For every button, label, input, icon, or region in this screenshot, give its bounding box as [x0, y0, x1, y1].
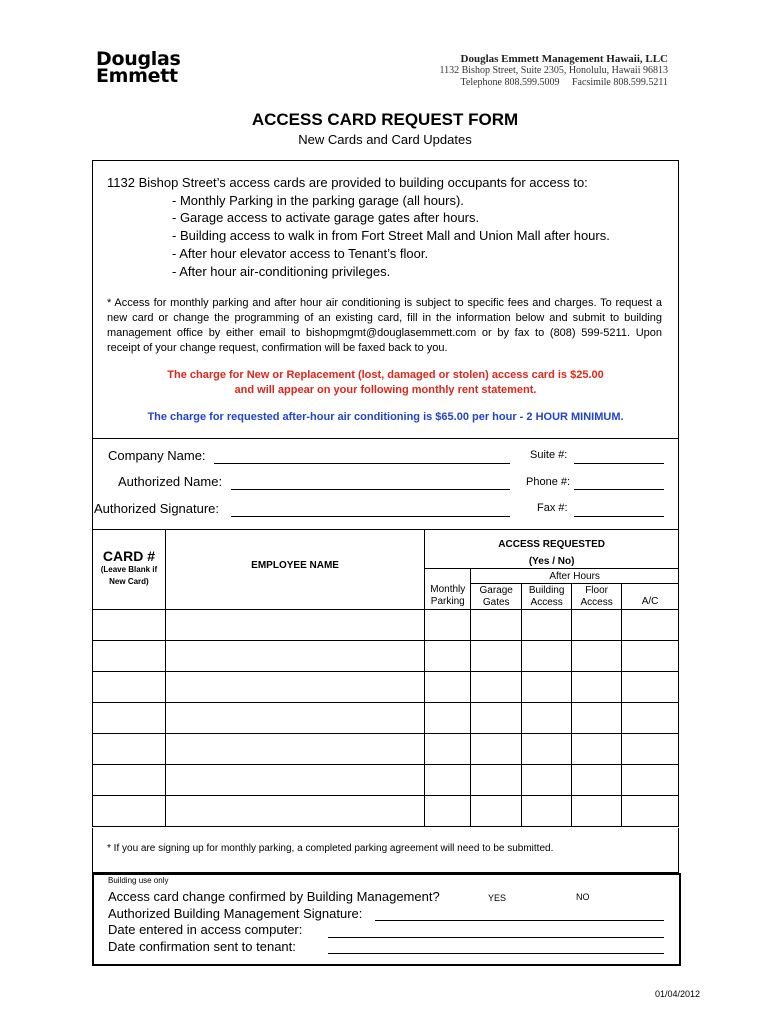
company-name-label: Company Name: — [108, 448, 206, 463]
date-entered-label: Date entered in access computer: — [108, 922, 303, 937]
employee-cell[interactable] — [165, 641, 424, 672]
phone-label: Phone #: — [526, 476, 571, 488]
ac-charge-note: The charge for requested after-hour air conditioning is $65.00 per hour - 2 HOUR MINIMUM. — [147, 411, 624, 423]
parking-cell[interactable] — [425, 734, 471, 765]
table-row[interactable] — [93, 672, 679, 703]
company-fax: Facsimile 808.599.5211 — [571, 77, 668, 88]
floor-cell[interactable] — [572, 703, 622, 734]
garage-cell[interactable] — [471, 672, 522, 703]
col-building-access — [522, 584, 572, 610]
intro-note: * Access for monthly parking and after hour air conditioning is subject to specific fees and charges. To request a new card or change the programming of an existing card, fill in the information below and submit to building management office by either email to bishopmgmt@douglasemmett.com or by fax to (808) 599-5211. Upon receipt of your change request, confirmation will be faxed back to you. — [107, 297, 662, 354]
parking-cell[interactable] — [425, 672, 471, 703]
form-title: ACCESS CARD REQUEST FORM — [251, 110, 519, 129]
table-row[interactable] — [93, 734, 679, 765]
garage-cell[interactable] — [471, 641, 522, 672]
garage-cell[interactable] — [471, 796, 522, 827]
col-label-1: Building — [528, 584, 565, 596]
floor-cell[interactable] — [572, 734, 622, 765]
ac-cell[interactable] — [622, 672, 679, 703]
floor-cell[interactable] — [572, 765, 622, 796]
no-option[interactable]: NO — [576, 892, 590, 902]
date-entered-line[interactable] — [328, 937, 664, 938]
building-cell[interactable] — [522, 765, 572, 796]
table-row[interactable] — [93, 796, 679, 827]
card-charge-note — [92, 368, 679, 398]
table-row[interactable] — [93, 641, 679, 672]
card-cell[interactable] — [93, 703, 166, 734]
card-cell[interactable] — [93, 672, 166, 703]
logo-line-2: Emmett — [96, 65, 178, 87]
card-cell[interactable] — [93, 734, 166, 765]
employee-cell[interactable] — [165, 734, 424, 765]
building-cell[interactable] — [522, 703, 572, 734]
garage-cell[interactable] — [471, 703, 522, 734]
floor-cell[interactable] — [572, 796, 622, 827]
company-name-line[interactable] — [214, 463, 510, 464]
employee-cell[interactable] — [165, 610, 424, 641]
col-label-1: Monthly — [430, 584, 466, 596]
company-phone: Telephone 808.599.5009 — [460, 77, 560, 88]
garage-cell[interactable] — [471, 734, 522, 765]
card-charge-line-1: The charge for New or Replacement (lost, damaged or stolen) access card is $25.00 — [167, 369, 604, 381]
ac-cell[interactable] — [622, 703, 679, 734]
card-cell[interactable] — [93, 610, 166, 641]
building-cell[interactable] — [522, 796, 572, 827]
yes-option[interactable]: YES — [488, 893, 507, 903]
card-header-sub-1: (Leave Blank if — [100, 565, 158, 574]
company-header — [439, 53, 668, 89]
intro-item: - After hour elevator access to Tenant’s floor. — [172, 245, 429, 261]
fax-line[interactable] — [574, 516, 664, 517]
parking-note: * If you are signing up for monthly parking, a completed parking agreement will need to be submitted. — [107, 843, 554, 854]
floor-cell[interactable] — [572, 610, 622, 641]
parking-cell[interactable] — [425, 765, 471, 796]
intro-item: - After hour air-conditioning privileges. — [172, 263, 391, 279]
parking-cell[interactable] — [425, 641, 471, 672]
confirmed-label: Access card change confirmed by Building Management? — [108, 889, 440, 904]
ac-cell[interactable] — [622, 610, 679, 641]
phone-line[interactable] — [574, 489, 664, 490]
authorized-signature-line[interactable] — [231, 516, 510, 517]
garage-cell[interactable] — [471, 610, 522, 641]
fax-label: Fax #: — [537, 502, 568, 514]
suite-line[interactable] — [574, 463, 664, 464]
card-header-sub-2: New Card) — [109, 577, 149, 586]
card-cell[interactable] — [93, 641, 166, 672]
table-row[interactable] — [93, 610, 679, 641]
company-name: Douglas Emmett Management Hawaii, LLC — [460, 53, 668, 65]
form-subtitle: New Cards and Card Updates — [298, 132, 472, 147]
mgmt-signature-label: Authorized Building Management Signature: — [108, 906, 363, 921]
card-charge-line-2: and will appear on your following monthly rent statement. — [234, 384, 537, 396]
yes-no-label: (Yes / No) — [425, 555, 679, 569]
company-address: 1132 Bishop Street, Suite 2305, Honolulu, Hawaii 96813 — [439, 65, 668, 76]
col-monthly-parking — [425, 584, 471, 610]
intro-item: - Building access to walk in from Fort Street Mall and Union Mall after hours. — [172, 228, 610, 244]
building-cell[interactable] — [522, 672, 572, 703]
col-label-1: Garage — [479, 584, 513, 596]
authorized-signature-label: Authorized Signature: — [94, 501, 220, 516]
authorized-name-label: Authorized Name: — [118, 474, 223, 489]
card-cell[interactable] — [93, 796, 166, 827]
parking-cell[interactable] — [425, 610, 471, 641]
suite-label: Suite #: — [530, 449, 568, 461]
col-label-2: Access — [580, 596, 613, 608]
floor-cell[interactable] — [572, 641, 622, 672]
employee-cell[interactable] — [165, 765, 424, 796]
intro-item: - Garage access to activate garage gates after hours. — [172, 210, 480, 226]
spacer-cell — [425, 569, 471, 584]
date-sent-label: Date confirmation sent to tenant: — [108, 939, 296, 954]
table-row[interactable] — [93, 703, 679, 734]
logo-line-1: Douglas — [96, 48, 181, 70]
intro-lead: 1132 Bishop Street’s access cards are provided to building occupants for access to: — [107, 175, 588, 190]
ac-cell[interactable] — [622, 734, 679, 765]
col-garage-gates — [471, 584, 522, 610]
intro-text — [107, 174, 667, 280]
col-label-1: Floor — [585, 584, 608, 596]
employee-cell[interactable] — [165, 796, 424, 827]
employee-name-header: EMPLOYEE NAME — [165, 530, 424, 610]
building-use-label: Building use only — [108, 876, 169, 885]
card-number-header — [93, 530, 166, 610]
col-label-2: Gates — [482, 596, 510, 608]
table-row[interactable] — [93, 765, 679, 796]
ac-cell[interactable] — [622, 765, 679, 796]
col-floor-access — [572, 584, 622, 610]
ac-cell[interactable] — [622, 796, 679, 827]
mgmt-signature-line[interactable] — [375, 920, 664, 921]
col-label-2: Access — [530, 596, 563, 608]
intro-list — [107, 192, 667, 281]
intro-item: - Monthly Parking in the parking garage (all hours). — [172, 192, 464, 208]
ac-cell[interactable] — [622, 641, 679, 672]
date-sent-line[interactable] — [328, 953, 664, 954]
card-header-label: CARD # — [102, 548, 155, 564]
access-requested-header: ACCESS REQUESTED — [425, 530, 679, 555]
parking-cell[interactable] — [425, 703, 471, 734]
employee-cell[interactable] — [165, 672, 424, 703]
building-cell[interactable] — [522, 734, 572, 765]
col-ac: A/C — [622, 584, 679, 610]
building-cell[interactable] — [522, 641, 572, 672]
access-table — [92, 529, 679, 827]
col-label-2: Parking — [430, 596, 465, 608]
form-date: 01/04/2012 — [655, 989, 701, 999]
garage-cell[interactable] — [471, 765, 522, 796]
floor-cell[interactable] — [572, 672, 622, 703]
card-cell[interactable] — [93, 765, 166, 796]
employee-cell[interactable] — [165, 703, 424, 734]
authorized-name-line[interactable] — [231, 489, 510, 490]
parking-cell[interactable] — [425, 796, 471, 827]
douglas-emmett-logo — [96, 48, 181, 87]
after-hours-header: After Hours — [471, 569, 679, 584]
building-cell[interactable] — [522, 610, 572, 641]
